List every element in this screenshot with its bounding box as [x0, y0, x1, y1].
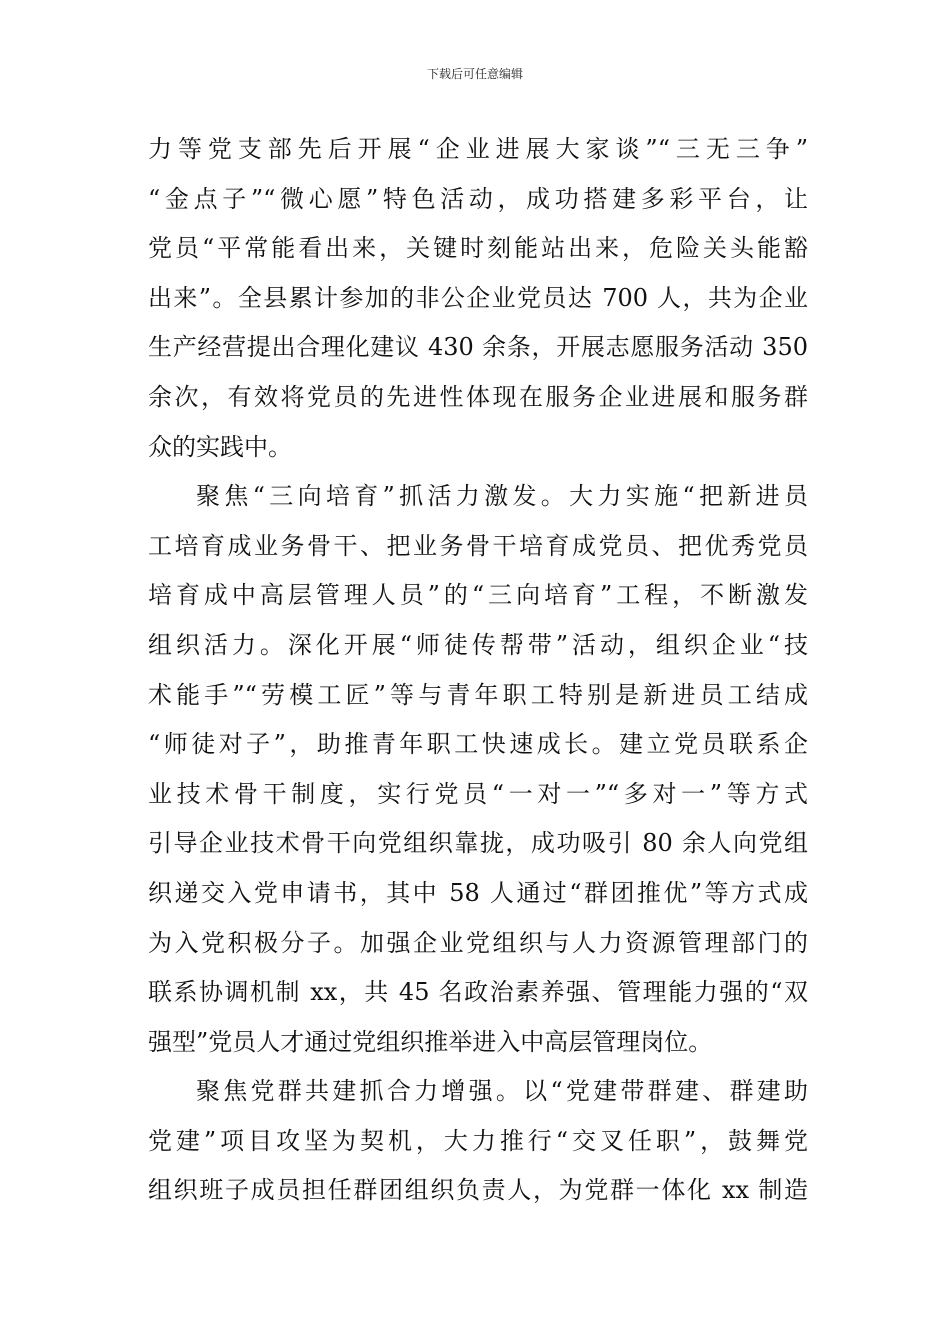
text-line: 党员“平常能看出来，关键时刻能站出来，危险关头能豁 [148, 234, 808, 263]
text-line: “师徒对子”，助推青年职工快速成长。建立党员联系企 [148, 730, 808, 759]
text-line: 业技术骨干制度，实行党员“一对一”“多对一”等方式 [148, 779, 808, 808]
text-line: 工培育成业务骨干、把业务骨干培育成党员、把优秀党员 [148, 531, 808, 560]
text-line: 众的实践中。 [148, 432, 292, 461]
text-line: 联系协调机制 xx，共 45 名政治素养强、管理能力强的“双 [148, 978, 808, 1007]
text-line: 强型”党员人才通过党组织推举进入中高层管理岗位。 [148, 1027, 713, 1056]
paragraph-3 [148, 1067, 808, 1216]
text-line: 生产经营提出合理化建议 430 余条，开展志愿服务活动 350 [148, 333, 808, 362]
text-line: 出来”。全县累计参加的非公企业党员达 700 人，共为企业 [148, 283, 808, 312]
text-line: 聚焦党群共建抓合力增强。以“党建带群建、群建助 [196, 1077, 808, 1106]
text-line: 为入党积极分子。加强企业党组织与人力资源管理部门的 [148, 928, 808, 957]
text-line: 组织活力。深化开展“师徒传帮带”活动，组织企业“技 [148, 630, 808, 659]
text-line: 组织班子成员担任群团组织负责人，为党群一体化 xx 制造 [148, 1176, 808, 1205]
document-body [148, 125, 808, 1216]
page-header: 下载后可任意编辑 [426, 67, 523, 81]
text-line: 培育成中高层管理人员”的“三向培育”工程，不断激发 [148, 581, 808, 610]
text-line: 织递交入党申请书，其中 58 人通过“群团推优”等方式成 [148, 878, 808, 907]
paragraph-2 [148, 472, 808, 1067]
text-line: 术能手”“劳模工匠”等与青年职工特别是新进员工结成 [148, 680, 808, 709]
text-line: 聚焦“三向培育”抓活力激发。大力实施“把新进员 [196, 482, 808, 511]
text-line: 力等党支部先后开展“企业进展大家谈”“三无三争” [148, 135, 808, 163]
text-line: 引导企业技术骨干向党组织靠拢，成功吸引 80 余人向党组 [148, 829, 808, 858]
text-line: “金点子”“微心愿”特色活动，成功搭建多彩平台，让 [148, 184, 808, 213]
text-line: 党建”项目攻坚为契机，大力推行“交叉任职”，鼓舞党 [148, 1126, 808, 1155]
paragraph-1 [148, 125, 808, 472]
text-line: 余次，有效将党员的先进性体现在服务企业进展和服务群 [148, 382, 808, 411]
